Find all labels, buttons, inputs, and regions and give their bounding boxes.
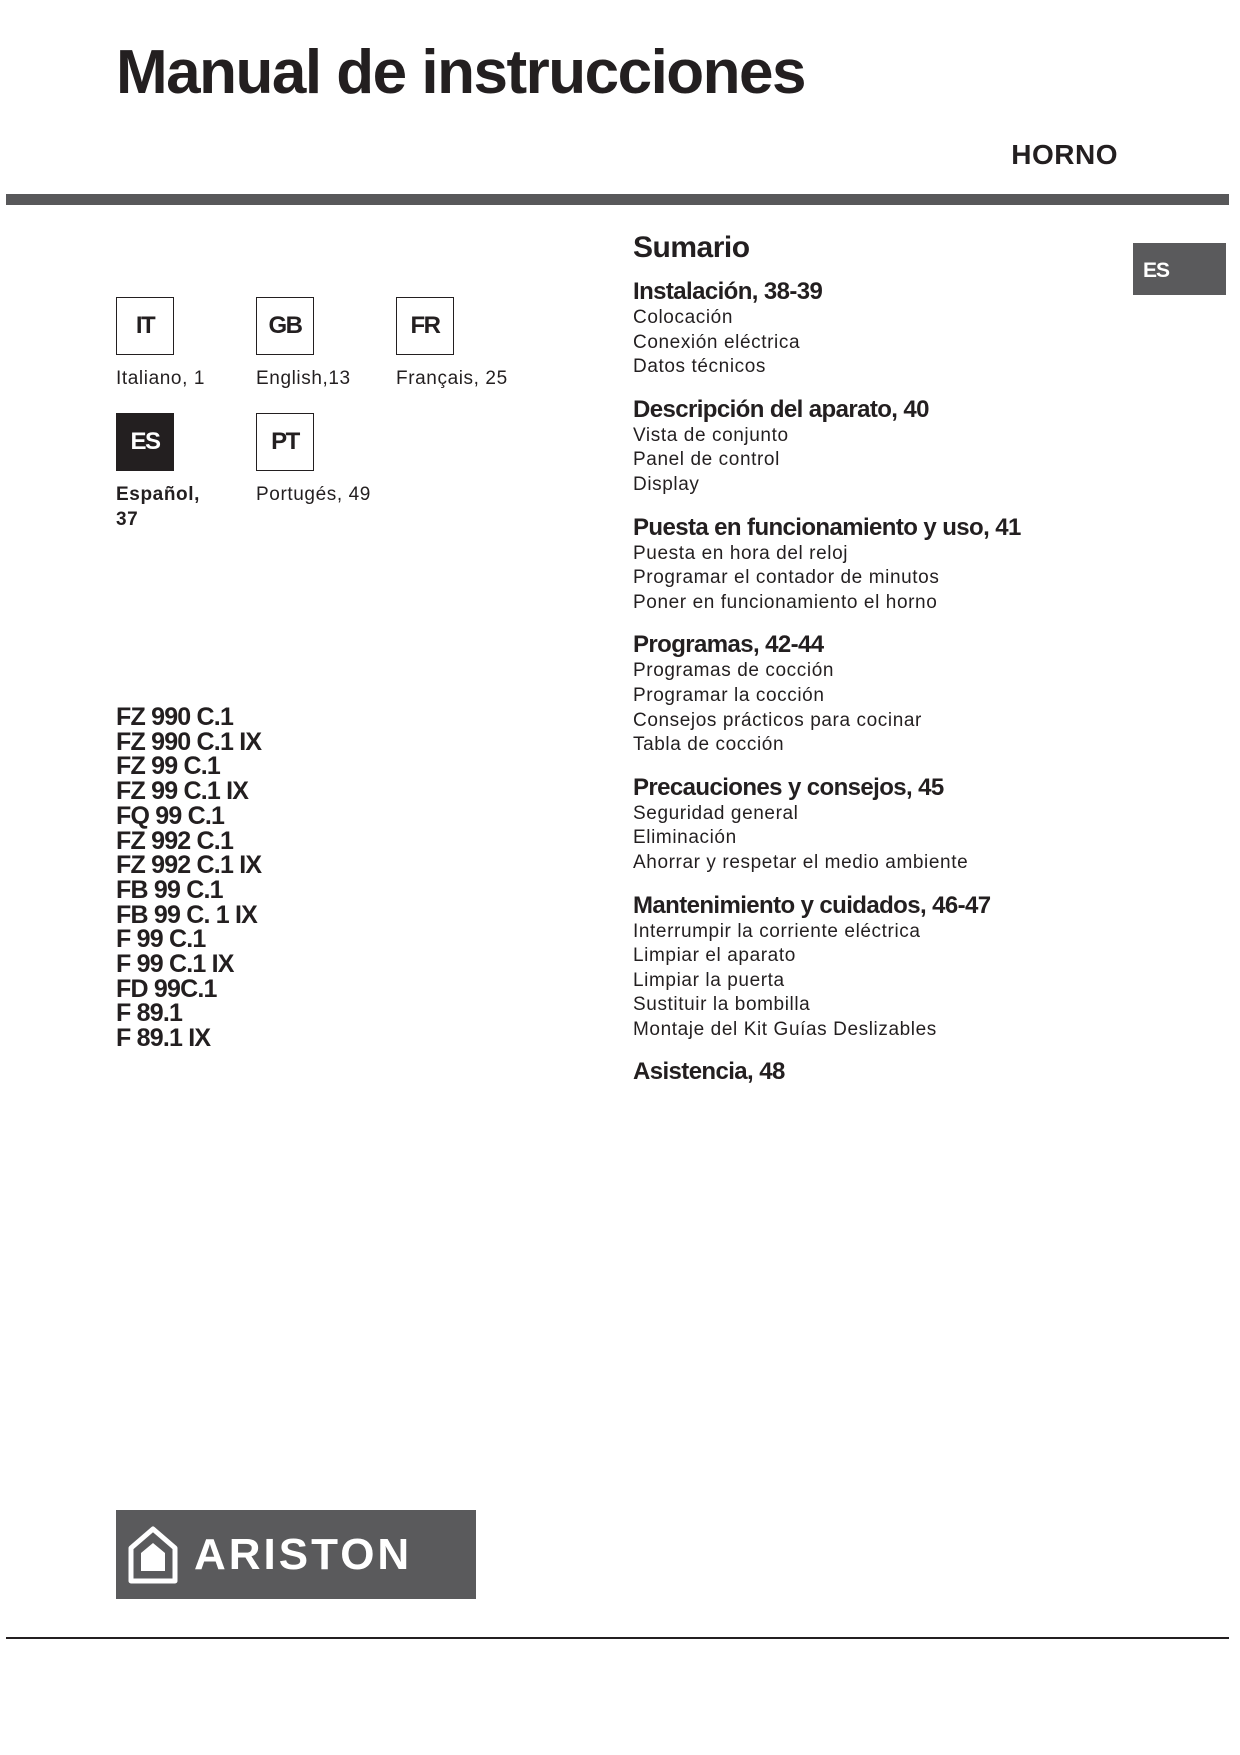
model-item: F 89.1 <box>116 999 183 1028</box>
model-item: FZ 990 C.1 <box>116 703 234 731</box>
bottom-rule <box>6 1637 1229 1639</box>
ariston-house-logo-icon <box>128 1526 178 1584</box>
toc-item: Sustituir la bombilla <box>633 994 811 1016</box>
toc-item: Ahorrar y respetar el medio ambiente <box>633 851 969 873</box>
toc-item: Display <box>633 473 700 495</box>
toc-item: Programas de cocción <box>633 660 835 682</box>
model-item: F 99 C.1 <box>116 925 206 954</box>
language-code-box: FR <box>396 297 454 355</box>
language-code-box-active: ES <box>116 413 174 471</box>
language-label: Italiano, 1 <box>116 368 205 389</box>
toc-item: Vista de conjunto <box>633 424 789 446</box>
toc-item: Poner en funcionamiento el horno <box>633 591 938 613</box>
toc-section-installation <box>633 277 1113 380</box>
page-title: Manual de instrucciones <box>116 38 806 107</box>
model-item: FZ 990 C.1 IX <box>116 727 262 756</box>
model-item: FZ 99 C.1 IX <box>116 777 249 806</box>
model-item: FD 99C.1 <box>116 974 217 1003</box>
toc-item: Puesta en hora del reloj <box>633 542 849 564</box>
toc-item: Seguridad general <box>633 802 799 824</box>
model-item: FZ 992 C.1 IX <box>116 851 262 880</box>
language-label: English,13 <box>256 368 351 389</box>
language-es <box>116 413 256 532</box>
toc-item: Tabla de cocción <box>633 734 785 756</box>
language-label-page: 37 <box>116 509 139 530</box>
language-label: Portugés, 49 <box>256 484 371 505</box>
toc-section-maintenance <box>633 891 1113 1043</box>
toc-item: Eliminación <box>633 827 737 849</box>
toc-section-assistance <box>633 1057 1113 1086</box>
model-item: FZ 99 C.1 <box>116 752 220 781</box>
toc-item: Limpiar el aparato <box>633 945 796 967</box>
product-type: HORNO <box>1011 139 1118 170</box>
brand-name: ARISTON <box>194 1529 413 1579</box>
language-label-line: Español, <box>116 484 200 505</box>
language-code-box: GB <box>256 297 314 355</box>
toc-item: Limpiar la puerta <box>633 969 785 991</box>
toc-item: Interrumpir la corriente eléctrica <box>633 920 921 942</box>
model-item: FB 99 C. 1 IX <box>116 900 258 929</box>
model-item: FB 99 C.1 <box>116 875 223 904</box>
language-fr <box>396 297 536 391</box>
toc-section-title: Instalación, 38-39 <box>633 278 823 305</box>
toc-section-title: Descripción del aparato, 40 <box>633 395 929 423</box>
language-code-box: IT <box>116 297 174 355</box>
toc-section-title: Asistencia, 48 <box>633 1058 785 1086</box>
toc-heading: Sumario <box>633 231 750 264</box>
toc-item: Consejos prácticos para cocinar <box>633 709 922 731</box>
toc-item: Programar el contador de minutos <box>633 567 940 589</box>
toc-item: Conexión eléctrica <box>633 331 801 353</box>
brand-logo <box>116 1510 476 1599</box>
toc-item: Montaje del Kit Guías Deslizables <box>633 1018 937 1040</box>
model-list <box>116 705 261 1051</box>
toc-section-title: Puesta en funcionamiento y uso, 41 <box>633 513 1021 541</box>
language-it <box>116 297 256 391</box>
toc-section-title: Mantenimiento y cuidados, 46-47 <box>633 891 991 919</box>
toc-item: Datos técnicos <box>633 356 767 378</box>
model-item: F 99 C.1 IX <box>116 950 234 979</box>
language-side-tab: ES <box>1133 243 1226 295</box>
language-gb <box>256 297 396 391</box>
toc-section-title: Precauciones y consejos, 45 <box>633 773 944 801</box>
toc-section-precautions <box>633 773 1113 876</box>
language-label-active <box>116 482 256 532</box>
model-item: FQ 99 C.1 <box>116 801 225 830</box>
table-of-contents <box>633 231 1113 1101</box>
toc-section-start-use <box>633 513 1113 616</box>
toc-section-programs <box>633 630 1113 757</box>
top-rule <box>6 194 1229 205</box>
toc-item: Panel de control <box>633 449 780 471</box>
language-label: Français, 25 <box>396 368 508 389</box>
model-item: F 89.1 IX <box>116 1024 211 1053</box>
language-pt <box>256 413 396 507</box>
toc-item: Colocación <box>633 307 733 328</box>
toc-section-description <box>633 395 1113 498</box>
model-item: FZ 992 C.1 <box>116 826 234 855</box>
toc-section-title: Programas, 42-44 <box>633 631 824 659</box>
toc-item: Programar la cocción <box>633 684 825 706</box>
language-code-box: PT <box>256 413 314 471</box>
